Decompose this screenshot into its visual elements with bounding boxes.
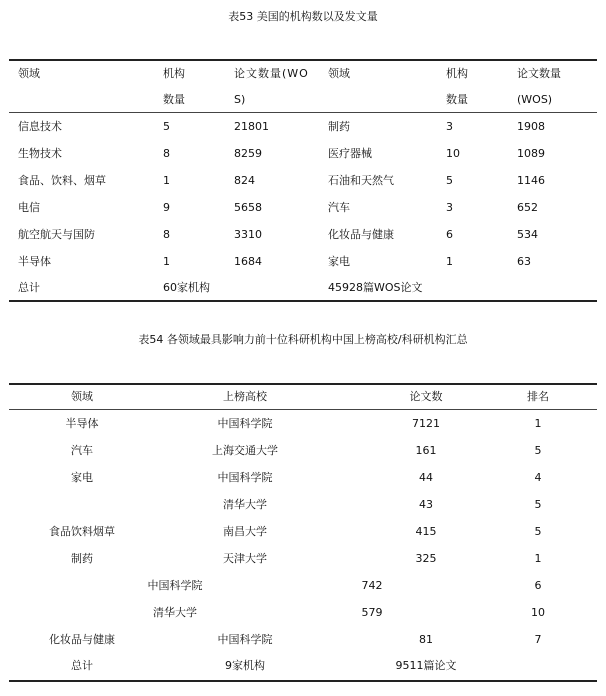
t53-cell-count-left: 8 [163, 228, 170, 241]
t53-cell-field-left: 信息技术 [18, 120, 62, 133]
t53-cell-papers-left: 3310 [234, 228, 262, 241]
t54-cell-papers: 579 [361, 606, 383, 619]
t53-cell-field-right: 化妆品与健康 [328, 228, 394, 241]
table54-caption: 表54 各领域最具影响力前十位科研机构中国上榜高校/科研机构汇总 [138, 333, 468, 346]
table53-header-rule [9, 112, 597, 113]
t53-h-papers-right-1: 论文数量 [517, 67, 561, 80]
t53-cell-field-right: 汽车 [328, 201, 350, 214]
t53-cell-papers-right: 63 [517, 255, 531, 268]
t54-cell-field: 汽车 [71, 444, 93, 457]
t54-cell-rank: 5 [534, 498, 542, 511]
t54-cell-university: 清华大学 [153, 606, 197, 619]
t53-cell-count-left: 1 [163, 174, 170, 187]
t53-cell-papers-left: 5658 [234, 201, 262, 214]
t54-cell-papers: 161 [415, 444, 437, 457]
t53-cell-field-left: 食品、饮料、烟草 [18, 174, 106, 187]
t53-cell-field-left: 航空航天与国防 [18, 228, 95, 241]
t53-cell-count-left: 9 [163, 201, 170, 214]
t54-cell-rank: 5 [534, 525, 542, 538]
t53-cell-count-left: 8 [163, 147, 170, 160]
t54-cell-papers: 44 [419, 471, 433, 484]
t53-h-field-right: 领域 [328, 67, 350, 80]
t53-total-papers: 45928篇WOS论文 [328, 281, 423, 294]
t53-cell-field-right: 家电 [328, 255, 350, 268]
t54-cell-papers: 43 [419, 498, 433, 511]
t53-cell-count-right: 1 [446, 255, 453, 268]
t54-cell-rank: 10 [531, 606, 545, 619]
t54-total-papers: 9511篇论文 [395, 659, 457, 672]
t54-cell-university: 天津大学 [223, 552, 267, 565]
t54-cell-field: 制药 [71, 552, 93, 565]
t53-h-count-left-2: 数量 [163, 93, 185, 106]
t54-cell-university: 中国科学院 [147, 579, 203, 592]
table53-bottom-rule [9, 300, 597, 302]
t54-cell-university: 上海交通大学 [212, 444, 278, 457]
t53-total-label: 总计 [18, 281, 40, 294]
t53-cell-count-right: 3 [446, 120, 453, 133]
t54-h-papers: 论文数 [409, 390, 443, 403]
t54-cell-papers: 415 [415, 525, 437, 538]
t53-cell-count-left: 5 [163, 120, 170, 133]
t53-cell-field-left: 生物技术 [18, 147, 62, 160]
t54-cell-rank: 4 [534, 471, 542, 484]
t54-cell-papers: 81 [419, 633, 433, 646]
table54-top-rule [9, 383, 597, 385]
t54-total-institutions: 9家机构 [225, 659, 265, 672]
t53-cell-papers-left: 21801 [234, 120, 269, 133]
t53-cell-count-right: 3 [446, 201, 453, 214]
t53-cell-papers-right: 1146 [517, 174, 545, 187]
t54-cell-papers: 325 [415, 552, 437, 565]
t53-cell-field-left: 半导体 [18, 255, 51, 268]
t54-cell-rank: 6 [534, 579, 542, 592]
t54-cell-university: 中国科学院 [217, 471, 273, 484]
t53-cell-papers-left: 824 [234, 174, 255, 187]
t53-h-papers-left-2: S) [234, 93, 246, 106]
t53-h-count-left-1: 机构 [163, 67, 185, 80]
t54-cell-university: 中国科学院 [217, 633, 273, 646]
t53-cell-papers-left: 1684 [234, 255, 262, 268]
t53-cell-field-right: 石油和天然气 [328, 174, 394, 187]
t53-cell-field-right: 制药 [328, 120, 350, 133]
t54-cell-field: 化妆品与健康 [49, 633, 115, 646]
t53-h-field-left: 领域 [18, 67, 40, 80]
table53-caption: 表53 美国的机构数以及发文量 [228, 10, 378, 23]
t53-cell-papers-right: 1089 [517, 147, 545, 160]
t53-cell-count-right: 5 [446, 174, 453, 187]
t53-h-papers-right-2: (WOS) [517, 93, 553, 106]
table54-bottom-rule [9, 680, 597, 682]
t53-h-count-right-1: 机构 [446, 67, 468, 80]
t54-cell-field: 食品饮料烟草 [49, 525, 115, 538]
table54-header-rule [9, 409, 597, 410]
table53-top-rule [9, 59, 597, 61]
t53-cell-count-right: 6 [446, 228, 453, 241]
t53-cell-field-right: 医疗器械 [328, 147, 372, 160]
t53-cell-field-left: 电信 [18, 201, 40, 214]
t54-cell-university: 中国科学院 [217, 417, 273, 430]
t54-cell-university: 清华大学 [223, 498, 267, 511]
t53-total-institutions: 60家机构 [163, 281, 210, 294]
t54-cell-university: 南昌大学 [223, 525, 267, 538]
t53-cell-papers-right: 652 [517, 201, 538, 214]
t53-cell-papers-right: 534 [517, 228, 538, 241]
t54-h-rank: 排名 [527, 390, 549, 403]
t54-h-university: 上榜高校 [223, 390, 267, 403]
t54-cell-field: 半导体 [65, 417, 99, 430]
t53-cell-count-right: 10 [446, 147, 460, 160]
t54-h-field: 领域 [71, 390, 93, 403]
t54-total-label: 总计 [71, 659, 93, 672]
t54-cell-rank: 5 [534, 444, 542, 457]
t53-h-papers-left-1: 论文数量(WO [234, 67, 309, 80]
t54-cell-papers: 7121 [412, 417, 440, 430]
t53-cell-papers-left: 8259 [234, 147, 262, 160]
t53-cell-count-left: 1 [163, 255, 170, 268]
t54-cell-papers: 742 [361, 579, 383, 592]
t54-cell-rank: 1 [534, 552, 542, 565]
t54-cell-rank: 7 [534, 633, 542, 646]
t54-cell-rank: 1 [534, 417, 542, 430]
t54-cell-field: 家电 [71, 471, 93, 484]
t53-h-count-right-2: 数量 [446, 93, 468, 106]
t53-cell-papers-right: 1908 [517, 120, 545, 133]
